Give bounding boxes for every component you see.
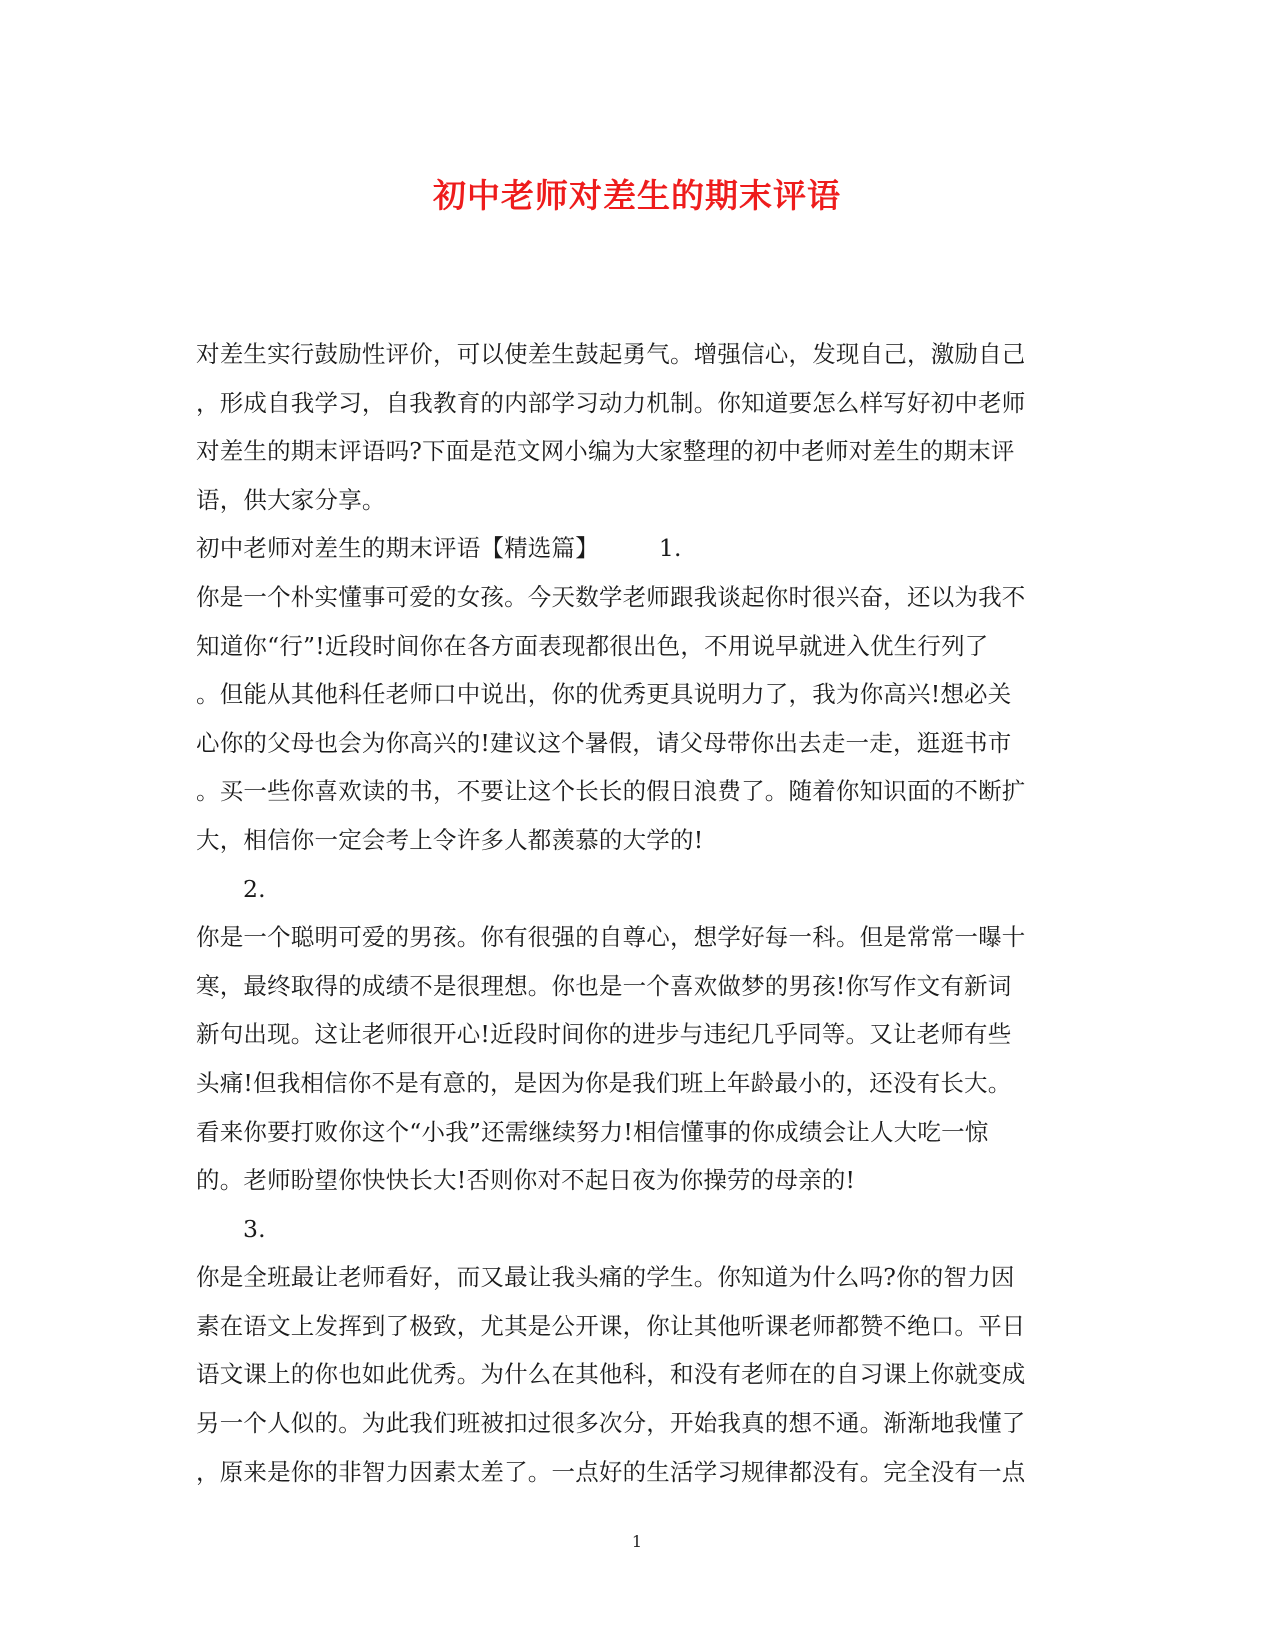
paragraph-line: 寒，最终取得的成绩不是很理想。你也是一个喜欢做梦的男孩!你写作文有新词 xyxy=(196,971,1012,1000)
paragraph-line: 头痛!但我相信你不是有意的，是因为你是我们班上年龄最小的，还没有长大。 xyxy=(196,1068,1012,1097)
intro-line: 对差生实行鼓励性评价，可以使差生鼓起勇气。增强信心，发现自己，激励自己 xyxy=(196,340,1026,368)
paragraph-line: 你是一个朴实懂事可爱的女孩。今天数学老师跟我谈起你时很兴奋，还以为我不 xyxy=(196,582,1026,611)
paragraph-line: 素在语文上发挥到了极致，尤其是公开课，你让其他听课老师都赞不绝口。平日 xyxy=(196,1311,1026,1340)
paragraph-line: 你是一个聪明可爱的男孩。你有很强的自尊心，想学好每一科。但是常常一曝十 xyxy=(196,923,1026,952)
paragraph-line: 心你的父母也会为你高兴的!建议这个暑假，请父母带你出去走一走，逛逛书市 xyxy=(196,728,1012,757)
page-number: 1 xyxy=(631,1532,643,1551)
intro-line: ，形成自我学习，自我教育的内部学习动力机制。你知道要怎么样写好初中老师 xyxy=(196,388,1026,417)
section-heading xyxy=(196,524,1076,573)
document-title: 初中老师对差生的期末评语 xyxy=(433,176,841,215)
paragraph-line: 的。老师盼望你快快长大!否则你对不起日夜为你操劳的母亲的! xyxy=(196,1166,856,1195)
intro-line: 语，供大家分享。 xyxy=(196,485,386,514)
paragraph-line: ，原来是你的非智力因素太差了。一点好的生活学习规律都没有。完全没有一点 xyxy=(196,1457,1026,1486)
paragraph-line: 你是全班最让老师看好，而又最让我头痛的学生。你知道为什么吗?你的智力因 xyxy=(196,1263,1015,1292)
item-number: 1. xyxy=(658,534,682,563)
paragraph-line: 另一个人似的。为此我们班被扣过很多次分，开始我真的想不通。渐渐地我懂了 xyxy=(196,1409,1026,1438)
paragraph-line: 。但能从其他科任老师口中说出，你的优秀更具说明力了，我为你高兴!想必关 xyxy=(196,680,1012,709)
item-number: 3. xyxy=(243,1214,266,1243)
section-heading-text: 初中老师对差生的期末评语【精选篇】 xyxy=(196,534,599,563)
paragraph-line: 新句出现。这让老师很开心!近段时间你的进步与违纪几乎同等。又让老师有些 xyxy=(196,1020,1012,1049)
paragraph-line: 知道你“行”!近段时间你在各方面表现都很出色，不用说早就进入优生行列了 xyxy=(196,631,989,660)
paragraph-line: 语文课上的你也如此优秀。为什么在其他科，和没有老师在的自习课上你就变成 xyxy=(196,1360,1026,1389)
paragraph-line: 看来你要打败你这个“小我”还需继续努力!相信懂事的你成绩会让人大吃一惊 xyxy=(196,1117,989,1146)
paragraph-line: 。买一些你喜欢读的书，不要让这个长长的假日浪费了。随着你知识面的不断扩 xyxy=(196,777,1026,806)
item-number: 2. xyxy=(243,874,266,903)
paragraph-line: 大，相信你一定会考上令许多人都羡慕的大学的! xyxy=(196,825,704,854)
intro-line: 对差生的期末评语吗?下面是范文网小编为大家整理的初中老师对差生的期末评 xyxy=(196,437,1015,466)
document-body xyxy=(196,330,1076,1496)
